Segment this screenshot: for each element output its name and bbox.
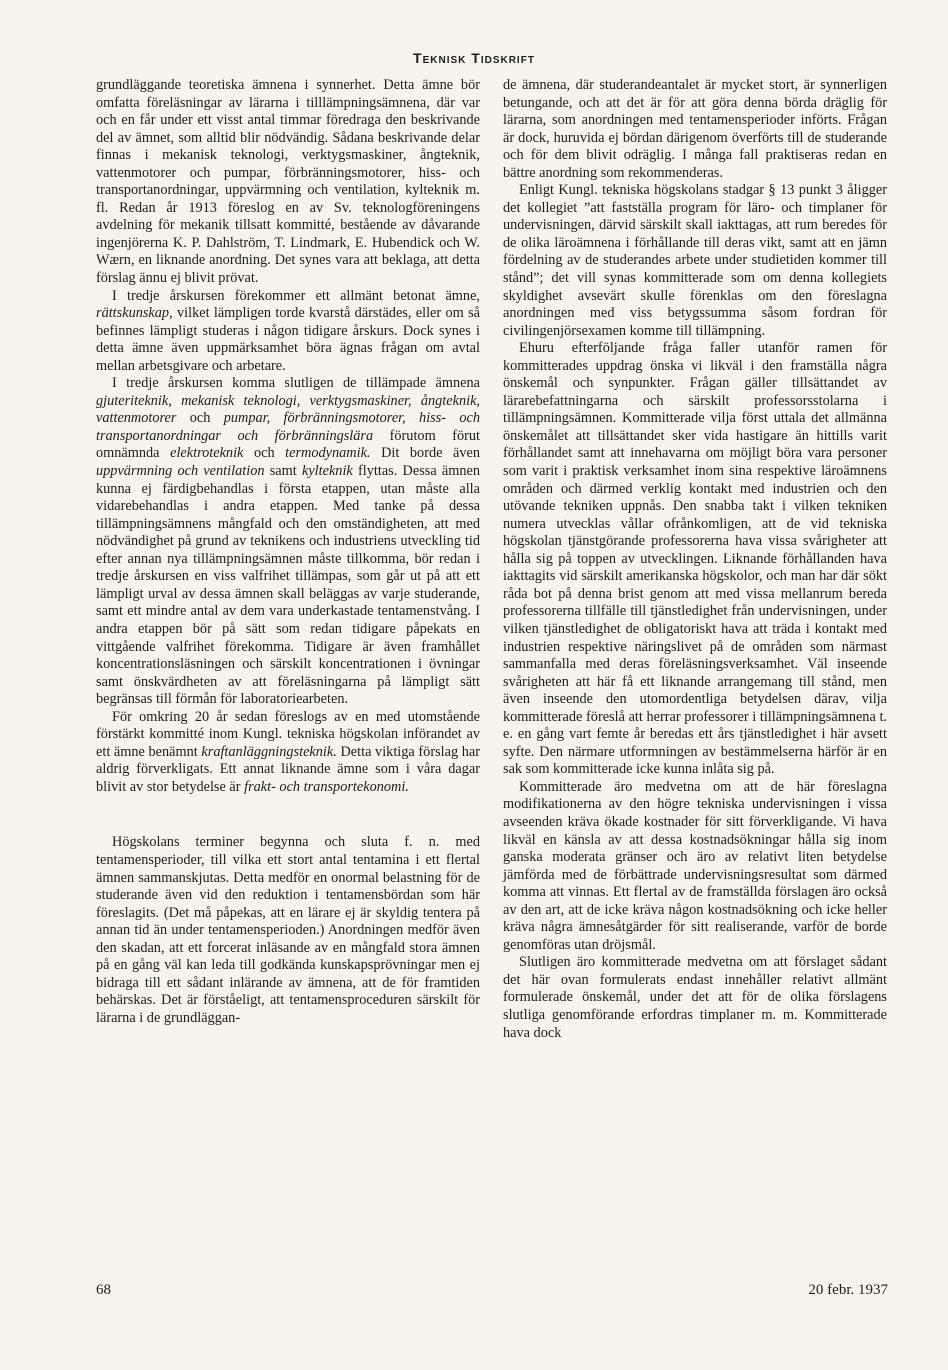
paragraph: grundläggande teoretiska ämnena i synnerhet. Detta ämne bör omfatta föreläsningar av lärarna i tilllämpningsämnena, där var och en får under ett visst antal timmar föredraga den beskrivande del av ämnet, som alltid blir nödvändig. Sådana beskrivande delar finnas i mekanisk teknologi, verktygsmaskiner, ångteknik, vattenmotorer och pumpar, förbränningsmotorer, hiss- och transportanordningar, uppvärmning och ventilation, kylteknik m. fl. Redan år 1913 föreslog en av Sv. teknologföreningens avdelning för mekanik tillsatt kommitté, bestående av dåvarande ingenjörerna K. P. Dahlström, T. Lindmark, E. Hubendick och W. Wærn, en liknande anordning. Det synes vara att beklaga, att detta förslag ännu ej blivit prövat. bbox=[96, 77, 480, 287]
paragraph: För omkring 20 år sedan föreslogs av en med utomstående förstärkt kommitté inom Kungl. tekniska högskolan införandet av ett ämne benämnt kraftanläggningsteknik. Detta viktiga förslag har aldrig förverkligats. Ett annat liknande ämne som i våra dagar blivit av stor betydelse är frakt- och transportekonomi. bbox=[96, 708, 481, 795]
paragraph: de ämnena, där studerandeantalet är mycket stort, är synnerligen betungande, och att det är för att göra denna börda dräglig för lärarna, som anordningen med tentamensperioder införts. Frågan är dock, huruvida ej bördan därigenom överförts till de studerande och för dem blivit odräglig. I många fall praktiseras redan en bättre anordning som rekommenderas. bbox=[503, 77, 887, 181]
paragraph: Ehuru efterföljande fråga faller utanför ramen för kommitterades uppdrag önska vi likväl i den framställa några önskemål och synpunkter. Frågan gäller tillsättandet av lärarebefattningarna och särskilt professorsstolarna i tillämpningsämnen. Kommitterade vilja först uttala det allmänna önskemålet att tillsättandet sker vida hastigare än hittills varit förhållandet samt att innehavarna om möjligt böra vara personer som varit i praktisk verksamhet inom sina respektive läroämnens områden och därmed verklig kontakt med industrien och den utövande tekniken uppnås. Den snabba takt i vilken tekniken numera utvecklas vållar ofrånkomligen, att de vid tekniska högskolan tjänstgörande professorerna hava vissa svårigheter att hålla sig på toppen av utvecklingen. Liknande förhållanden hava iakttagits vid särskilt amerikanska högskolor, och man har där sökt råda bot på denna brist genom att med vissa mellanrum bereda professorerna tillfälle till tjänstledighet från undervisningen, under vilken tjänstledighet de obligatoriskt hava att träda i kontakt med industrien respektive näringslivet på de områden som närmast sammanfalla med deras föreläsningsverksamhet. Väl inseende svårigheten att här få ett liknande arrangemang till stånd, men även inseende den utomordentliga betydelsen därav, vilja kommitterade föreslå att herrar professorer i tillämpningsämnena t. e. en gång vart femte år beredas ett års tjänstledighet i här avsett syfte. Den närmare utformningen av bestämmelserna härför är en sak som kommitterade icke kunna inlåta sig på. bbox=[503, 340, 887, 778]
left-column bbox=[96, 77, 480, 1027]
issue-date: 20 febr. 1937 bbox=[808, 1282, 888, 1298]
journal-title: Teknisk Tidskrift bbox=[413, 50, 535, 66]
right-column bbox=[503, 77, 887, 1042]
page-number: 68 bbox=[96, 1282, 111, 1298]
paragraph: Högskolans terminer begynna och sluta f. n. med tentamensperioder, till vilka ett stort antal tentamina i ett flertal ämnen sammanskjutas. Detta medför en onormal belastning för de studerande även vid den reduktion i tentamensbördan som här föreslagits. (Det må påpekas, att en lärare ej är skyldig tentera på annan tid än under tentamensperioden.) Anordningen medför även den skadan, att ett forcerat inläsande av en mångfald stora ämnen på en gång väl kan leda till godkända kunskapsprövningar men ej bidraga till ett sådant inlärande av ämnena, att de för framtiden behärskas. Det är förståeligt, att tentamensproceduren särskilt för lärarna i de grundläggan- bbox=[96, 834, 480, 1026]
paragraph: I tredje årskursen komma slutligen de tillämpade ämnena gjuteriteknik, mekanisk teknologi, verktygsmaskiner, ångteknik, vattenmotorer och pumpar, förbränningsmotorer, hiss- och transportanordningar och förbränningslära förutom förut omnämnda elektroteknik och termodynamik. Dit borde även uppvärmning och ventilation samt kylteknik flyttas. Dessa ämnen kunna ej färdigbehandlas i första etappen, utan måste alla vidarebehandlas i andra etappen. Med tanke på dessa tillämpningsämnens mångfald och den omständigheten, att med nödvändighet på grund av teknikens och industriens utveckling tid efter annan nya tillämpningsämnen måste tillkomma, bör redan i tredje årskursen en viss valfrihet tillämpas, som går ut på att ett lämpligt urval av dessa ämnen skall beläggas av varje studerande, samt ett mindre antal av dem vara underkastade tentamenstvång. I andra etappen bör på sätt som redan tidigare påpekats en vittgående valfrihet förekomma. Tidigare är även framhållet koncentrationsläsningen och särskilt koncentrationen i övningar samt önskvärdheten av att föreläsningarna på lämpligt sätt begränsas till förmån för laboratoriearbeten. bbox=[96, 375, 481, 708]
paragraph: Slutligen äro kommitterade medvetna om att förslaget sådant det här ovan formulerats endast innehåller relativt allmänt formulerade önskemål, under det att för de olika förslagens slutliga genomförande erfordras timplaner m. m. Kommitterade hava dock bbox=[503, 954, 887, 1041]
journal-header bbox=[0, 50, 948, 66]
paragraph: Enligt Kungl. tekniska högskolans stadgar § 13 punkt 3 åligger det kollegiet ”att fastställa program för läro- och timplaner för undervisningen, därvid särskilt skall iakttagas, att rum beredes för de olika läroämnena i förhållande till deras vikt, samt att en jämn fördelning av de studerandes arbete under studietiden kommer till stånd”; det vill synas kommitterade som om denna kollegiets skyldighet avsevärt skulle förenklas om den föreslagna anordningen med viss betygssumma såsom fordran för civilingenjörsexamen komme till tillämpning. bbox=[503, 182, 887, 339]
paragraph: I tredje årskursen förekommer ett allmänt betonat ämne, rättskunskap, vilket lämpligen torde kvarstå därstädes, eller om så befinnes lämpligt studeras i någon tidigare årskurs. Dock synes i detta ämne även uppmärksamhet böra ägnas frågan om avtal mellan arbetsgivare och arbetare. bbox=[96, 287, 480, 374]
paragraph: Kommitterade äro medvetna om att de här föreslagna modifikationerna av den högre tekniska undervisningen i vissa avseenden kräva ökade kostnader för sitt förverkligande. Vi hava likväl en känsla av att dessa kostnadsökningar hålla sig inom ganska moderata gränser och äro av relativt liten betydelse jämförda med de förbättrade undervisningsresultat som därmed komma att vinnas. Ett flertal av de framställda förslagen äro också av den art, att de icke kräva någon kostnadsökning och icke heller kräva några ämnesåtgärder för sitt realiserande, varför de borde genomföras utan dröjsmål. bbox=[503, 778, 887, 953]
